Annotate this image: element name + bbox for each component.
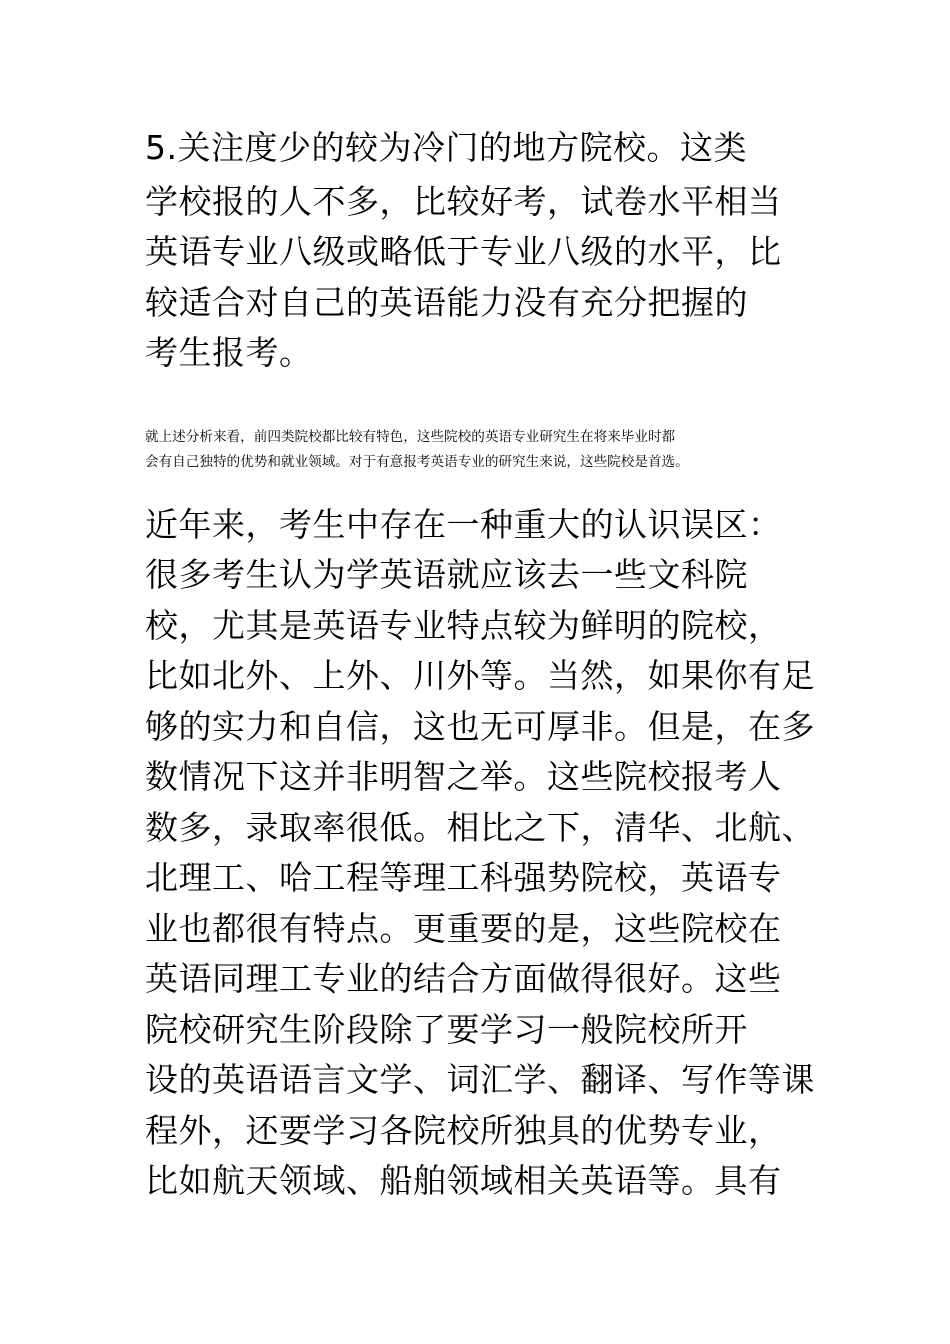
paragraph-line: 校，尤其是英语专业特点较为鲜明的院校，: [145, 606, 782, 645]
summary-line: 就上述分析来看，前四类院校都比较有特色，这些院校的英语专业研究生在将来毕业时都: [145, 429, 676, 445]
paragraph-line: 设的英语语言文学、词汇学、翻译、写作等课: [145, 1060, 815, 1099]
paragraph-line: 程外，还要学习各院校所独具的优势专业，: [145, 1111, 782, 1150]
paragraph-line: 北理工、哈工程等理工科强势院校，英语专: [145, 858, 782, 897]
paragraph-line: 5.关注度少的较为冷门的地方院校。这类: [145, 128, 747, 167]
paragraph-line: 比如北外、上外、川外等。当然，如果你有足: [145, 656, 815, 695]
paragraph-line: 较适合对自己的英语能力没有充分把握的: [145, 283, 748, 322]
paragraph-line: 数情况下这并非明智之举。这些院校报考人: [145, 757, 782, 796]
paragraph-line: 学校报的人不多，比较好考，试卷水平相当: [145, 182, 782, 221]
paragraph-line: 比如航天领域、船舶领域相关英语等。具有: [145, 1161, 782, 1200]
paragraph-line: 英语同理工专业的结合方面做得很好。这些: [145, 959, 782, 998]
summary-line: 会有自己独特的优势和就业领域。对于有意报考英语专业的研究生来说，这些院校是首选。: [145, 454, 689, 470]
paragraph-line: 近年来，考生中存在一种重大的认识误区：: [145, 505, 782, 544]
paragraph-line: 院校研究生阶段除了要学习一般院校所开: [145, 1010, 748, 1049]
paragraph-line: 数多，录取率很低。相比之下，清华、北航、: [145, 808, 815, 847]
paragraph-line: 够的实力和自信，这也无可厚非。但是，在多: [145, 707, 815, 746]
paragraph-line: 考生报考。: [145, 333, 313, 372]
paragraph-line: 很多考生认为学英语就应该去一些文科院: [145, 555, 748, 594]
paragraph-line: 英语专业八级或略低于专业八级的水平，比: [145, 232, 782, 271]
paragraph-line: 业也都很有特点。更重要的是，这些院校在: [145, 909, 782, 948]
